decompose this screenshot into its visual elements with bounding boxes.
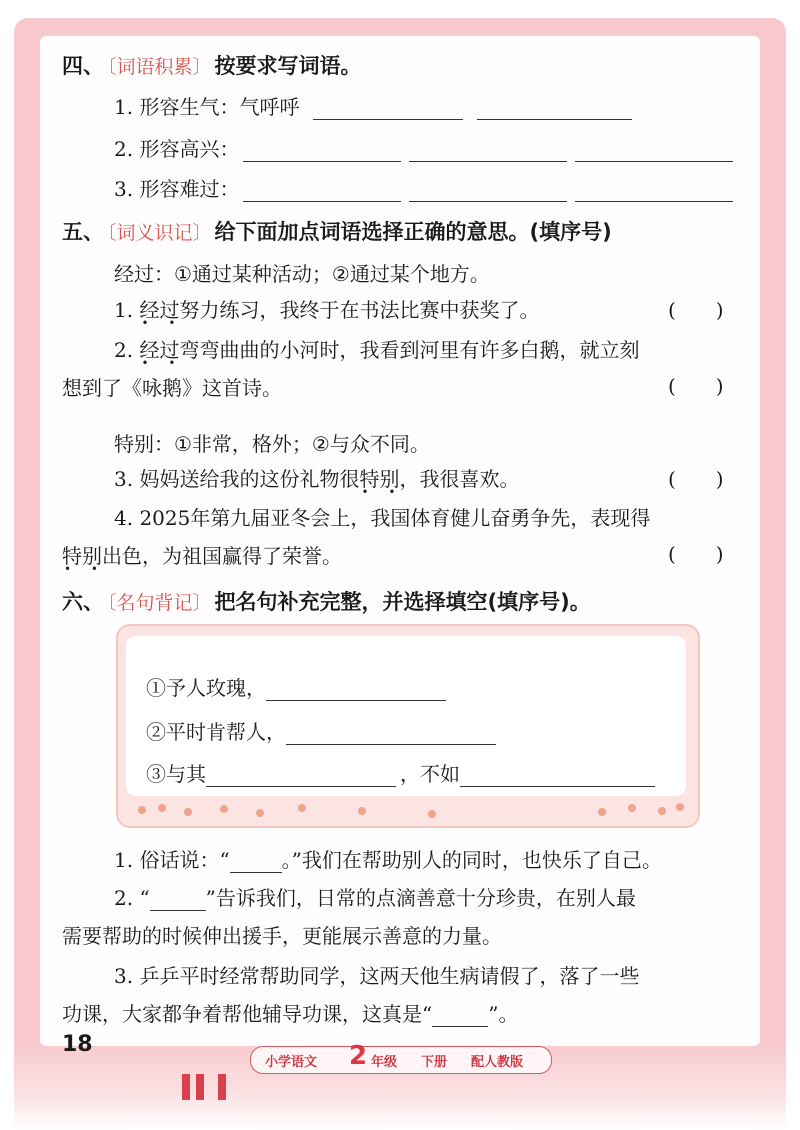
s6-fill-3-line2 bbox=[62, 998, 518, 1027]
answer-paren-3[interactable]: ( ) bbox=[668, 467, 724, 491]
footer-volume: 下册 bbox=[421, 1055, 448, 1070]
definition-tebie: 特别：①非常，格外；②与众不同。 bbox=[114, 432, 430, 456]
section-4-heading bbox=[62, 50, 362, 80]
section-4-tag: 〔词语积累〕 bbox=[107, 56, 212, 78]
tab-marker bbox=[196, 1074, 204, 1100]
fill-text: ”告诉我们，日常的点滴善意十分珍贵，在别人最 bbox=[205, 886, 636, 910]
footer-grade-number: 2 bbox=[349, 1041, 368, 1071]
section-5-heading bbox=[62, 216, 612, 246]
section-5-tag: 〔词义识记〕 bbox=[107, 222, 212, 244]
q-text: 出色，为祖国赢得了荣誉。 bbox=[102, 544, 342, 568]
answer-blank[interactable] bbox=[460, 766, 655, 787]
fill-text: 1. 俗话说：“ bbox=[114, 848, 230, 872]
q-text: ，我很喜欢。 bbox=[399, 467, 520, 491]
tab-marker bbox=[182, 1074, 190, 1100]
tab-marker bbox=[218, 1074, 226, 1100]
q-number: 2. bbox=[114, 338, 140, 362]
dotted-word: 特别 • • bbox=[62, 540, 102, 569]
footer-subject: 小学语文 bbox=[265, 1055, 318, 1070]
answer-paren-1[interactable]: ( ) bbox=[668, 298, 724, 322]
q-text: 3. 妈妈送给我的这份礼物很 bbox=[114, 467, 360, 491]
section-5-number: 五、 bbox=[62, 220, 104, 244]
fill-text: 功课，大家都争着帮他辅导功课，这真是“ bbox=[62, 1002, 433, 1026]
footer-grade: 年级 bbox=[371, 1055, 398, 1070]
answer-blank[interactable] bbox=[313, 99, 463, 120]
section-4-number: 四、 bbox=[62, 54, 104, 78]
s5-question-3 bbox=[114, 463, 519, 492]
fill-text: ”。 bbox=[488, 1002, 519, 1026]
s6-fill-2-line2: 需要帮助的时候伸出援手，更能展示善意的力量。 bbox=[62, 924, 502, 948]
s4-item-1-label: 1. 形容生气：气呼呼 bbox=[114, 95, 300, 119]
section-4-title: 按要求写词语。 bbox=[214, 54, 362, 78]
proverb-1-text: ①予人玫瑰， bbox=[146, 676, 266, 700]
section-5-title: 给下面加点词语选择正确的意思。(填序号) bbox=[214, 220, 612, 244]
answer-blank[interactable] bbox=[150, 890, 206, 911]
dotted-word: 特别 • • bbox=[359, 463, 399, 492]
answer-blank[interactable] bbox=[266, 680, 446, 701]
answer-paren-2[interactable]: ( ) bbox=[668, 374, 724, 398]
proverb-3 bbox=[146, 758, 659, 787]
definition-jingguo: 经过：①通过某种活动；②通过某个地方。 bbox=[114, 262, 490, 286]
answer-blank[interactable] bbox=[575, 141, 733, 162]
s6-fill-3: 3. 乒乒平时经常帮助同学，这两天他生病请假了，落了一些 bbox=[114, 964, 640, 988]
answer-blank[interactable] bbox=[477, 99, 632, 120]
s5-question-2-line2: 想到了《咏鹅》这首诗。 bbox=[62, 376, 282, 400]
s4-item-3 bbox=[114, 173, 737, 202]
fill-text: 2. “ bbox=[114, 886, 150, 910]
s4-item-1 bbox=[114, 91, 636, 120]
fill-text: 。”我们在帮助别人的同时，也快乐了自己。 bbox=[281, 848, 662, 872]
section-6-title: 把名句补充完整，并选择填空(填序号)。 bbox=[214, 590, 591, 614]
answer-blank[interactable] bbox=[206, 766, 396, 787]
answer-blank[interactable] bbox=[432, 1006, 488, 1027]
answer-blank[interactable] bbox=[409, 141, 567, 162]
s6-fill-2 bbox=[114, 882, 636, 911]
q-text: 弯弯曲曲的小河时，我看到河里有许多白鹅，就立刻 bbox=[179, 338, 640, 362]
section-6-heading bbox=[62, 586, 591, 616]
proverb-1 bbox=[146, 672, 450, 701]
answer-blank[interactable] bbox=[409, 181, 567, 202]
s5-question-4-line2 bbox=[62, 540, 342, 569]
q-number: 1. bbox=[114, 298, 140, 322]
s4-item-3-label: 3. 形容难过： bbox=[114, 177, 240, 201]
s5-question-1 bbox=[114, 294, 539, 323]
section-6-tag: 〔名句背记〕 bbox=[107, 592, 212, 614]
s4-item-2-label: 2. 形容高兴： bbox=[114, 137, 240, 161]
answer-blank[interactable] bbox=[286, 724, 496, 745]
answer-blank[interactable] bbox=[575, 181, 733, 202]
answer-blank[interactable] bbox=[243, 141, 401, 162]
q-text: 努力练习，我终于在书法比赛中获奖了。 bbox=[179, 298, 540, 322]
s5-question-2 bbox=[114, 334, 639, 363]
s5-question-4: 4. 2025年第九届亚冬会上，我国体育健儿奋勇争先，表现得 bbox=[114, 506, 651, 530]
decorative-dots bbox=[128, 802, 688, 818]
proverb-3-text-b: ，不如 bbox=[400, 762, 460, 786]
footer-badge bbox=[250, 1041, 552, 1074]
s6-fill-1 bbox=[114, 844, 662, 873]
section-6-number: 六、 bbox=[62, 590, 104, 614]
footer-edition: 配人教版 bbox=[471, 1055, 524, 1070]
page-number: 18 bbox=[62, 1032, 93, 1057]
dotted-word: 经过 • • bbox=[139, 334, 179, 363]
dotted-word: 经过 • • bbox=[139, 294, 179, 323]
proverb-2 bbox=[146, 716, 500, 745]
proverb-2-text: ②平时肯帮人， bbox=[146, 720, 286, 744]
answer-blank[interactable] bbox=[243, 181, 401, 202]
s4-item-2 bbox=[114, 133, 737, 162]
proverb-3-text-a: ③与其 bbox=[146, 762, 206, 786]
answer-paren-4[interactable]: ( ) bbox=[668, 542, 724, 566]
answer-blank[interactable] bbox=[230, 852, 282, 873]
